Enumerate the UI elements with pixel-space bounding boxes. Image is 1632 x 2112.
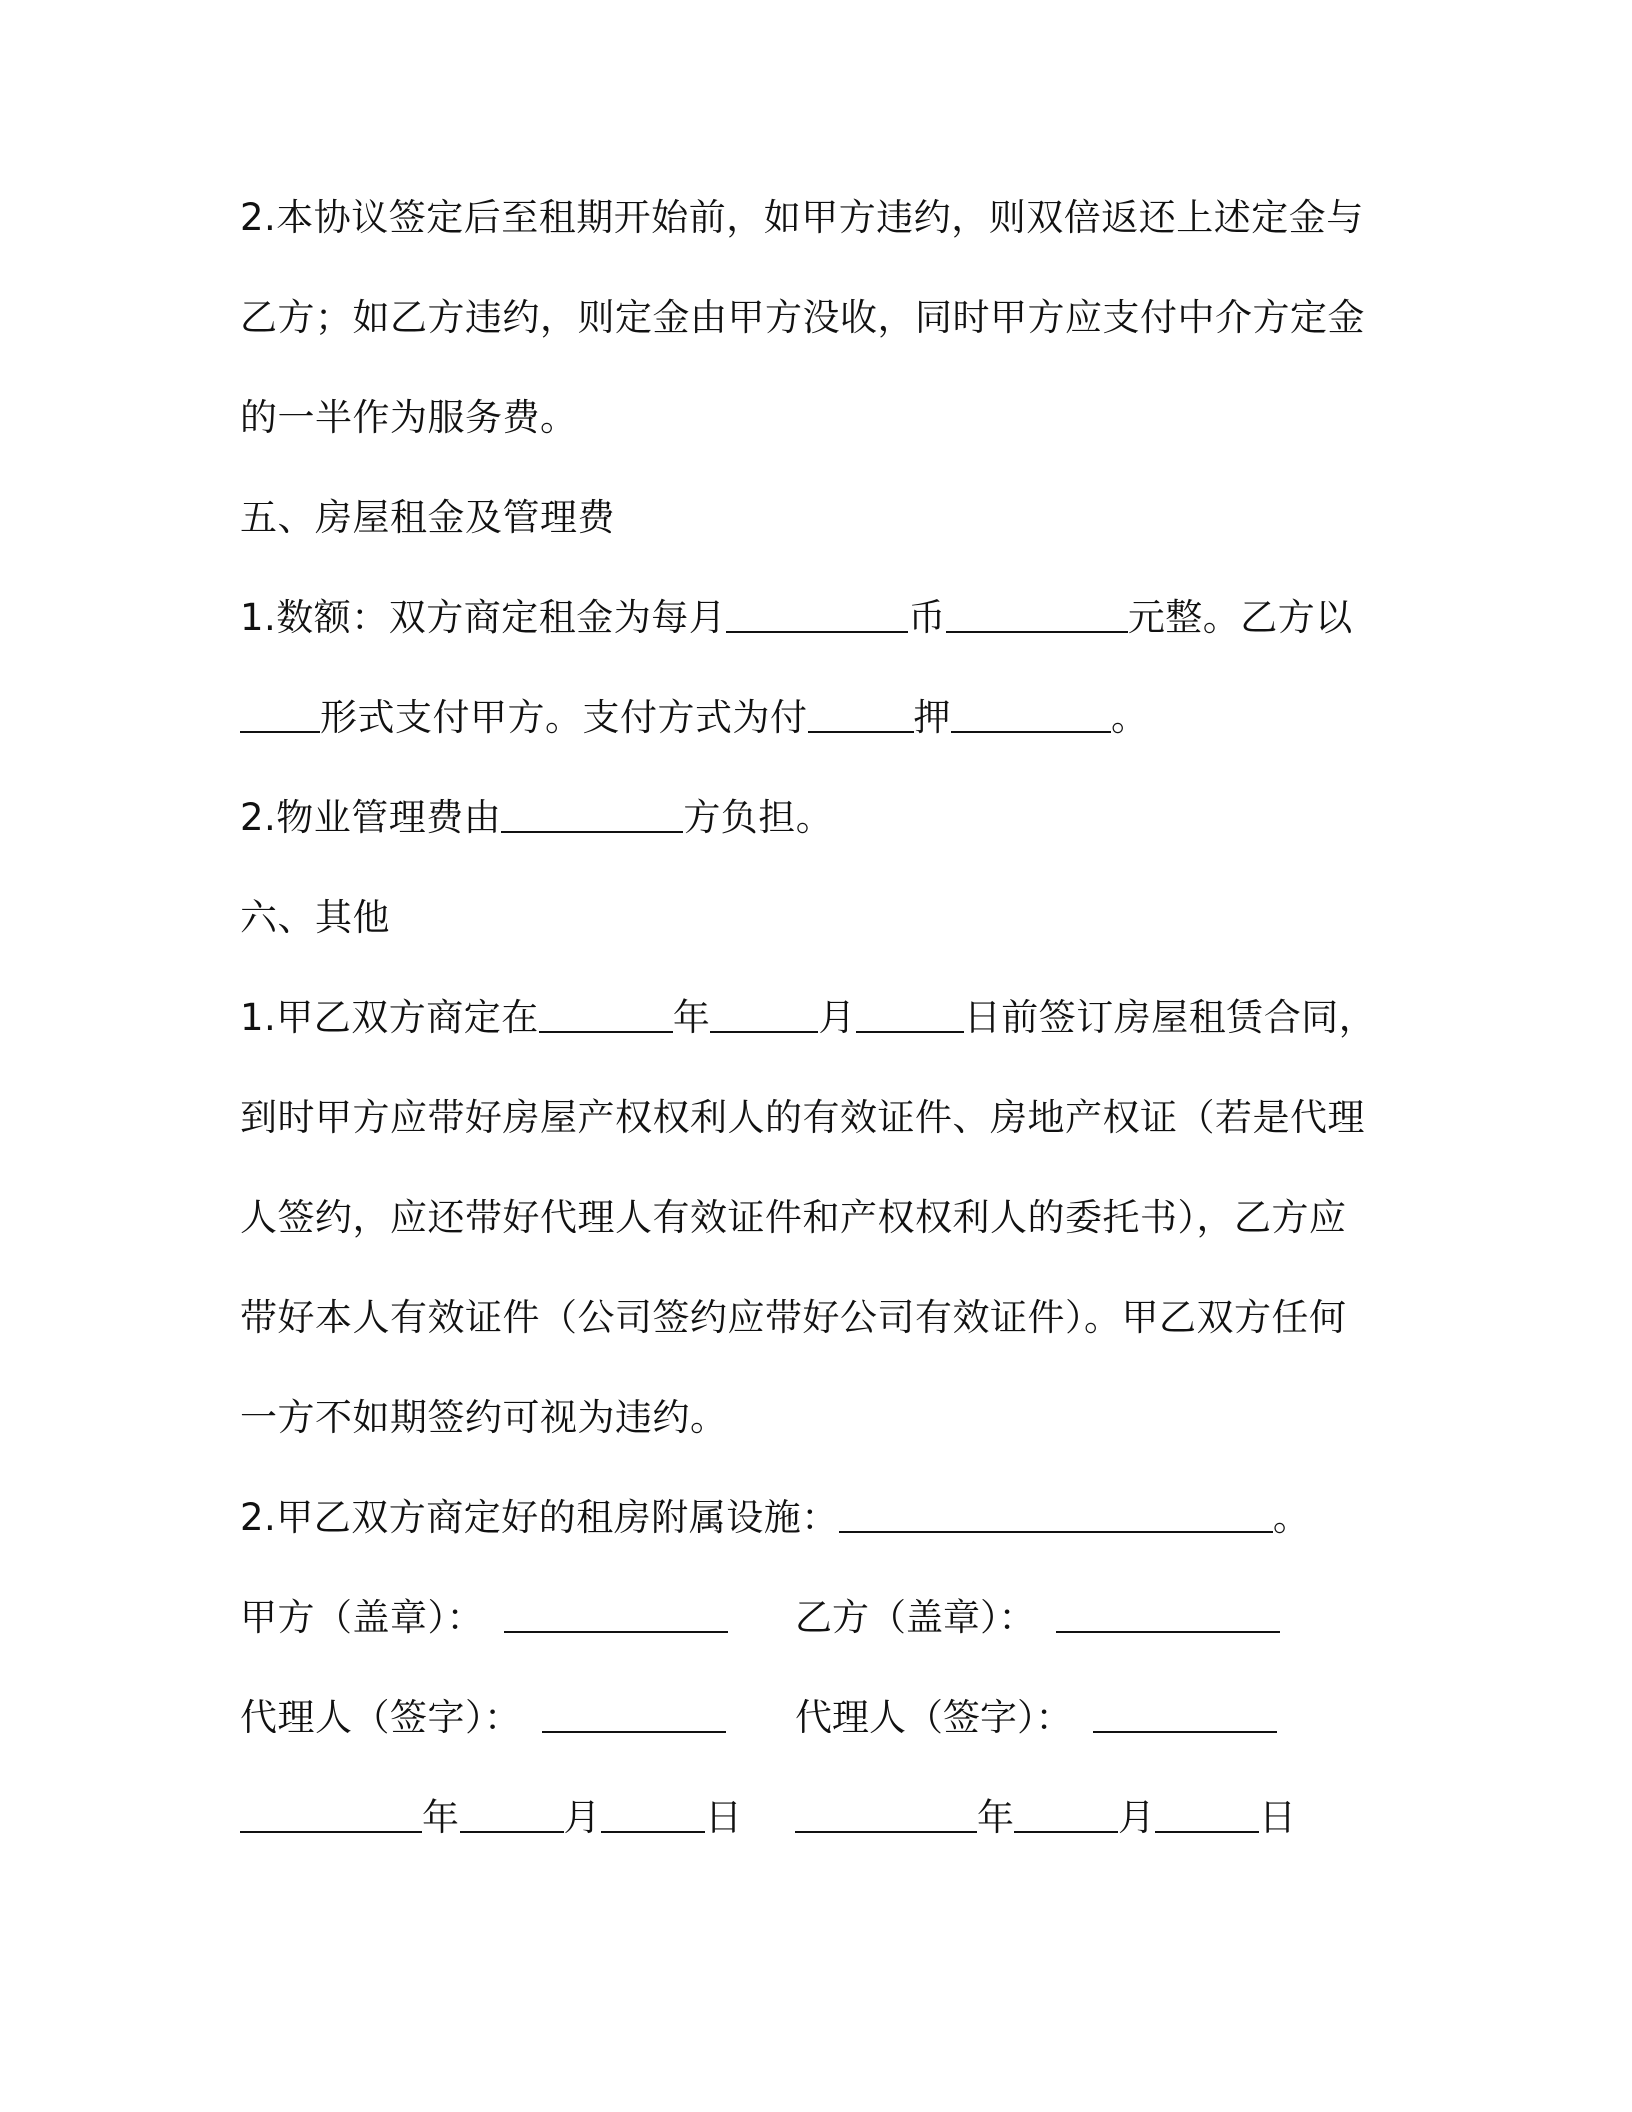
facilities-blank[interactable] [839, 1497, 1273, 1533]
clause-6-2-text-b: 。 [1272, 1496, 1311, 1539]
party-a-year-blank[interactable] [240, 1797, 422, 1833]
party-b-year-label: 年 [977, 1796, 1014, 1839]
clause-5-1-line1 [240, 596, 1353, 640]
party-a-year-label: 年 [422, 1796, 460, 1839]
party-a-seal-blank[interactable] [504, 1597, 728, 1633]
pay-months-blank[interactable] [808, 697, 914, 733]
party-a-date-row [240, 1796, 743, 1840]
rent-amount-blank[interactable] [946, 597, 1128, 633]
clause-6-1-line4: 带好本人有效证件（公司签约应带好公司有效证件）。甲乙双方任何 [240, 1296, 1347, 1339]
clause-4-2-line2: 乙方；如乙方违约，则定金由甲方没收，同时甲方应支付中介方定金 [240, 296, 1365, 339]
clause-5-1-text-b: 币 [908, 596, 946, 639]
clause-5-1-text-a: 1.数额：双方商定租金为每月 [240, 596, 727, 639]
party-b-agent-row [795, 1696, 1277, 1740]
clause-6-1-line2: 到时甲方应带好房屋产权权利人的有效证件、房地产权证（若是代理 [240, 1096, 1365, 1139]
clause-5-2-text-a: 2.物业管理费由 [240, 796, 502, 839]
management-fee-party-blank[interactable] [501, 797, 683, 833]
party-a-day-label: 日 [705, 1796, 743, 1839]
clause-6-1-text-b: 年 [672, 996, 711, 1039]
party-b-seal-label: 乙方（盖章）： [795, 1596, 1036, 1639]
sign-day-blank[interactable] [856, 997, 964, 1033]
clause-6-2 [240, 1496, 1310, 1540]
clause-5-2-text-b: 方负担。 [683, 796, 834, 839]
clause-5-1-text-f: 。 [1111, 696, 1149, 739]
party-a-seal-row [240, 1596, 728, 1640]
clause-6-1-line5: 一方不如期签约可视为违约。 [240, 1396, 728, 1439]
party-b-agent-blank[interactable] [1093, 1697, 1277, 1733]
party-b-month-blank[interactable] [1014, 1797, 1118, 1833]
clause-4-2-line3: 的一半作为服务费。 [240, 396, 578, 439]
clause-5-1-text-d: 形式支付甲方。支付方式为付 [320, 696, 808, 739]
section-6-heading: 六、其他 [240, 896, 390, 939]
clause-4-2-line1: 2.本协议签定后至租期开始前，如甲方违约，则双倍返还上述定金与 [240, 196, 1364, 239]
clause-6-2-text-a: 2.甲乙双方商定好的租房附属设施： [240, 1496, 839, 1539]
party-a-month-blank[interactable] [460, 1797, 564, 1833]
sign-month-blank[interactable] [710, 997, 818, 1033]
clause-6-1-text-d: 日前签订房屋租赁合同， [963, 996, 1377, 1039]
rent-currency-blank[interactable] [726, 597, 908, 633]
deposit-months-blank[interactable] [951, 697, 1111, 733]
payment-form-blank[interactable] [240, 697, 320, 733]
party-b-day-blank[interactable] [1155, 1797, 1259, 1833]
clause-5-1-text-e: 押 [913, 696, 951, 739]
party-a-agent-blank[interactable] [542, 1697, 726, 1733]
party-a-seal-label: 甲方（盖章）： [240, 1596, 484, 1639]
clause-6-1-text-a: 1.甲乙双方商定在 [240, 996, 539, 1039]
party-a-agent-row [240, 1696, 726, 1740]
party-a-day-blank[interactable] [601, 1797, 705, 1833]
party-b-year-blank[interactable] [795, 1797, 977, 1833]
clause-6-1-line1 [240, 996, 1376, 1040]
section-5-heading: 五、房屋租金及管理费 [240, 496, 615, 539]
clause-5-1-text-c: 元整。乙方以 [1127, 596, 1353, 639]
party-b-day-label: 日 [1259, 1796, 1296, 1839]
clause-5-1-line2 [240, 696, 1149, 740]
party-b-month-label: 月 [1118, 1796, 1155, 1839]
clause-6-1-line3: 人签约，应还带好代理人有效证件和产权权利人的委托书），乙方应 [240, 1196, 1347, 1239]
party-b-date-row [795, 1796, 1296, 1840]
party-b-seal-blank[interactable] [1056, 1597, 1280, 1633]
sign-year-blank[interactable] [539, 997, 673, 1033]
clause-5-2 [240, 796, 833, 840]
party-b-seal-row [795, 1596, 1280, 1640]
party-a-month-label: 月 [563, 1796, 601, 1839]
party-b-agent-label: 代理人（签字）： [795, 1696, 1073, 1739]
party-a-agent-label: 代理人（签字）： [240, 1696, 522, 1739]
clause-6-1-text-c: 月 [818, 996, 856, 1039]
